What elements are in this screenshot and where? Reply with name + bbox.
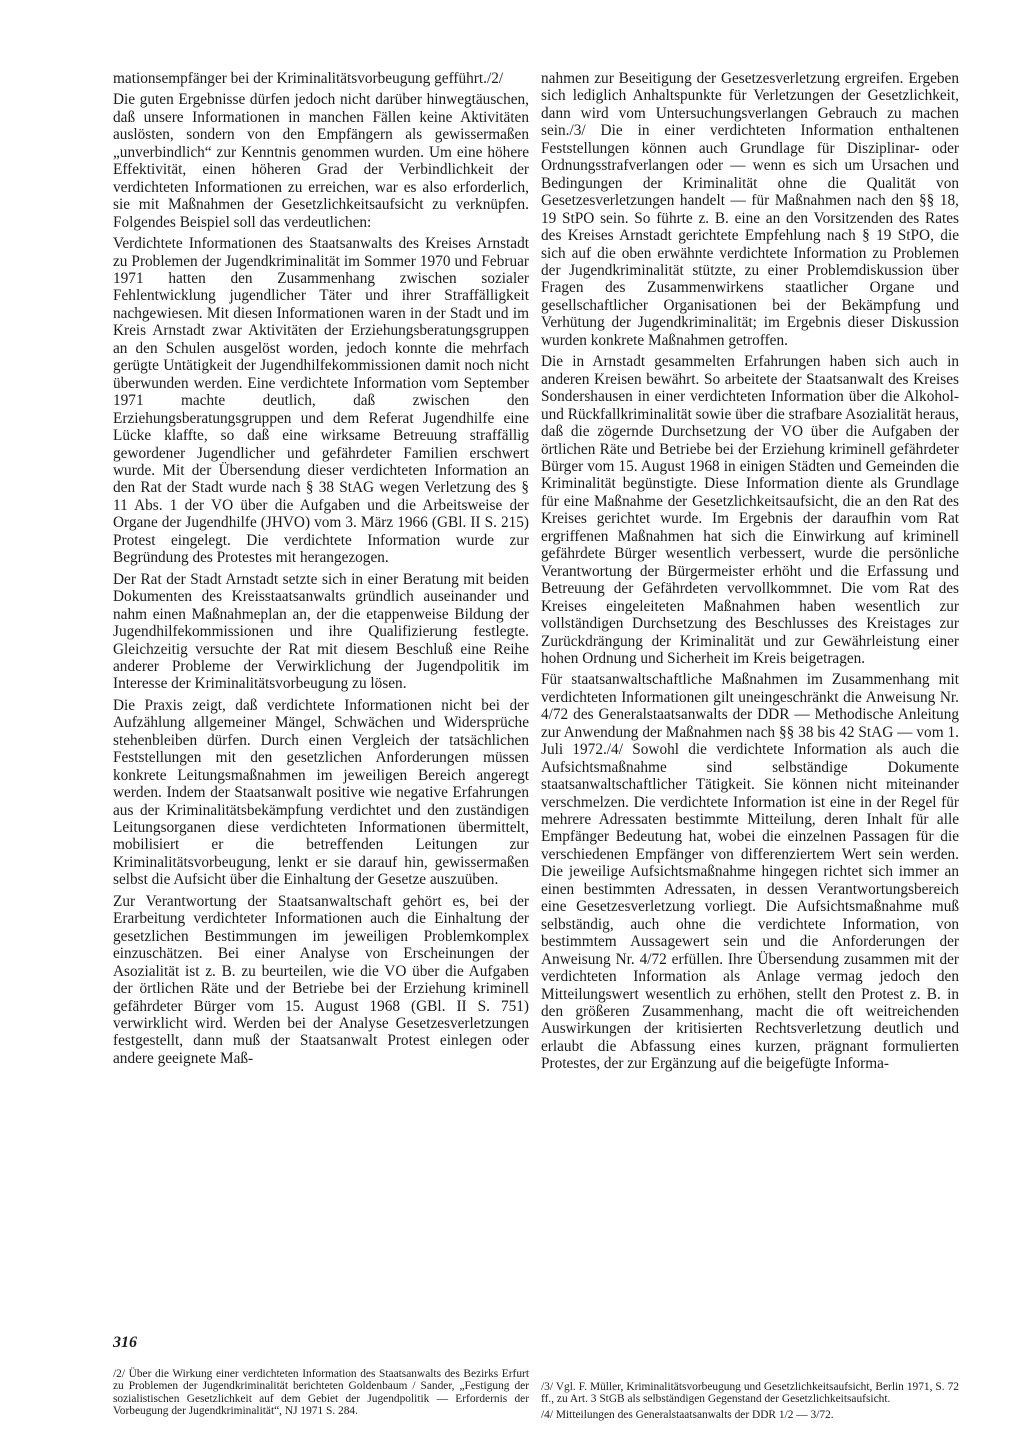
footnote-3: /3/ Vgl. F. Müller, Kriminalitätsvorbeugung und Gesetzlichkeitsaufsicht, Berlin 1971, S. 72 ff., zu Art. 3 StGB als selbständigen Gegenstand der Gesetzlichkeitsaufsicht. — [541, 1381, 959, 1406]
left-paragraph-5: Die Praxis zeigt, daß verdichtete Informationen nicht bei der Aufzählung allgemeiner Mängel, Schwächen und Widersprüche stehenbleiben dürfen. Durch einen Vergleich der tatsächlichen Feststellungen mit den gesetzlichen Anforderungen müssen konkrete Leitungsmaßnahmen im jeweiligen Bereich angeregt werden. Indem der Staatsanwalt positive wie negative Erfahrungen aus der Kriminalitätsbekämpfung verdichtet und den zuständigen Leitungsorganen diese verdichteten Informationen übermittelt, mobilisiert er die betreffenden Leitungen zur Kriminalitätsvorbeugung, lenkt er sie darauf hin, gewissermaßen selbst die Aufsicht über die Einhaltung der Gesetze auszuüben. — [113, 696, 529, 889]
page-number: 316 — [113, 1334, 137, 1351]
right-paragraph-2: Die in Arnstadt gesammelten Erfahrungen haben sich auch in anderen Kreisen bewährt. So arbeitete der Staatsanwalt des Kreises Sondershausen in einer verdichteten Information über die Alkohol- und Rückfallkriminalität sowie über die strafbare Asozialität heraus, daß die zögernde Durchsetzung der VO über die Aufgaben der örtlichen Räte und Betriebe bei der Erziehung kriminell gefährdeter Bürger vom 15. August 1968 in einigen Städten und Gemeinden die Kriminalität begünstigte. Diese Information diente als Grundlage für eine Maßnahme der Gesetzlichkeitsaufsicht, die an den Rat des Kreises gerichtet wurde. Im Ergebnis der daraufhin vom Rat ergriffenen Maßnahmen hat sich die Einwirkung auf kriminell gefährdete Bürger wesentlich verbessert, wurde die persönliche Verantwortung der Bürgermeister erhöht und die Erfassung und Betreuung der Gefährdeten vervollkommnet. Die vom Rat des Kreises eingeleiteten Maßnahmen haben wesentlich zur vollständigen Durchsetzung des Beschlusses des Kreistages zur Zurückdrängung der Kriminalität und zur Gewährleistung einer hohen Ordnung und Sicherheit im Kreis beigetragen. — [541, 353, 959, 667]
left-paragraph-2: Die guten Ergebnisse dürfen jedoch nicht darüber hinwegtäuschen, daß unsere Informationen in manchen Fällen keine Aktivitäten auslösten, sondern von den Empfängern als gewissermaßen „unverbindlich“ zur Kenntnis genommen wurden. Um eine höhere Effektivität, einen höheren Grad der Verbindlichkeit der verdichteten Informationen zu erreichen, war es also erforderlich, sie mit Maßnahmen der Gesetzlichkeitsaufsicht zu verknüpfen. Folgendes Beispiel soll das verdeutlichen: — [113, 91, 529, 231]
left-paragraph-1: mationsempfänger bei der Kriminalitätsvorbeugung gefführt./2/ — [113, 70, 504, 87]
left-paragraph-3: Verdichtete Informationen des Staatsanwalts des Kreises Arnstadt zu Problemen der Jugendkriminalität im Sommer 1970 und Februar 1971 hatten den Zusammenhang zwischen sozialer Fehlentwicklung jugendlicher Täter und ihrer Straffälligkeit nachgewiesen. Mit diesen Informationen waren in der Stadt und im Kreis Arnstadt zwar Aktivitäten der Erziehungsberatungsgruppen an den Schulen ausgelöst worden, jedoch konnte die mehrfach gerügte Untätigkeit der Jugendhilfekommissionen damit noch nicht überwunden werden. Eine verdichtete Information vom September 1971 machte deutlich, daß zwischen den Erziehungsberatungsgruppen und dem Referat Jugendhilfe eine Lücke klaffte, so daß eine wirksame Betreuung straffällig gewordener Jugendlicher und gefährdeter Familien erschwert wurde. Mit der Übersendung dieser verdichteten Information an den Rat der Stadt wurde nach § 38 StAG wegen Verletzung des § 11 Abs. 1 der VO über die Aufgaben und die Arbeitsweise der Organe der Jugendhilfe (JHVO) vom 3. März 1966 (GBl. II S. 215) Protest eingelegt. Die verdichtete Information wurde zur Begründung des Protestes mit herangezogen. — [113, 235, 529, 567]
left-text-column — [113, 70, 529, 1071]
left-paragraph-4: Der Rat der Stadt Arnstadt setzte sich in einer Beratung mit beiden Dokumenten des Kreisstaatsanwalts gründlich auseinander und nahm einen Maßnahmeplan an, der die etappenweise Bildung der Jugendhilfekommissionen und ihre Qualifizierung festlegte. Gleichzeitig versuchte der Rat mit diesem Beschluß eine Reihe anderer Probleme der Verwirklichung der Jugendpolitik im Interesse der Kriminalitätsvorbeugung zu lösen. — [113, 570, 529, 693]
footnotes-right — [541, 1381, 959, 1424]
footnote-2: /2/ Über die Wirkung einer verdichteten Information des Staatsanwalts des Bezirks Erfurt zu Problemen der Jugendkriminalität berichteten Goldenbaum / Sander, „Festigung der sozialistischen Gesetzlichkeit auf dem Gebiet der Jugendpolitik — Erfordernis der Vorbeugung der Jugendkriminalität“, NJ 1971 S. 284. — [113, 1368, 529, 1418]
left-paragraph-6: Zur Verantwortung der Staatsanwaltschaft gehört es, bei der Erarbeitung verdichteter Informationen auch die Einhaltung der gesetzlichen Bestimmungen im jeweiligen Problemkomplex einzuschätzen. Bei einer Analyse von Erscheinungen der Asozialität ist z. B. zu beurteilen, wie die VO über die Aufgaben der örtlichen Räte und der Betriebe bei der Erziehung kriminell gefährdeter Bürger vom 15. August 1968 (GBl. II S. 751) verwirklicht wird. Werden bei der Analyse Gesetzesverletzungen festgestellt, dann muß der Staatsanwalt Protest einlegen oder andere geeignete Maß- — [113, 892, 529, 1067]
right-paragraph-1: nahmen zur Beseitigung der Gesetzesverletzung ergreifen. Ergeben sich lediglich Anhaltspunkte für Verletzungen der Gesetzlichkeit, dann wird vom Untersuchungsverlangen Gebrauch zu machen sein./3/ Die in einer verdichteten Information enthaltenen Feststellungen können auch Grundlage für Disziplinar- oder Ordnungsstrafverlangen oder — wenn es sich um Ursachen und Bedingungen der Kriminalität ohne die Qualität von Gesetzesverletzungen handelt — für Maßnahmen nach den §§ 18, 19 StPO sein. So führte z. B. eine an den Vorsitzenden des Rates des Kreises Arnstadt gerichtete Empfehlung nach § 19 StPO, die sich auf die oben erwähnte verdichtete Information zu Problemen der Jugendkriminalität stützte, zu einer Problemdiskussion über Fragen des Zusammenwirkens staatlicher Organe und gesellschaftlicher Organisationen bei der Bekämpfung und Verhütung der Jugendkriminalität; im Ergebnis dieser Diskussion wurden konkrete Maßnahmen getroffen. — [541, 70, 959, 349]
right-text-column — [541, 70, 959, 1077]
footnote-4: /4/ Mitteilungen des Generalstaatsanwalts der DDR 1/2 — 3/72. — [541, 1408, 834, 1421]
footnotes-left — [113, 1368, 529, 1421]
right-paragraph-3: Für staatsanwaltschaftliche Maßnahmen im Zusammenhang mit verdichteten Informationen gilt uneingeschränkt die Anweisung Nr. 4/72 des Generalstaatsanwalts der DDR — Methodische Anleitung zur Anwendung der Maßnahmen nach §§ 38 bis 42 StAG — vom 1. Juli 1972./4/ Sowohl die verdichtete Information als auch die Aufsichtsmaßnahme sind selbständige Dokumente staatsanwaltschaftlicher Tätigkeit. Sie können nicht miteinander verschmelzen. Die verdichtete Information ist eine in der Regel für mehrere Adressaten bestimmte Mitteilung, deren Inhalt für alle Empfänger Bedeutung hat, wobei die einzelnen Passagen für die verschiedenen Empfänger von differenziertem Wert sein werden. Die jeweilige Aufsichtsmaßnahme hingegen richtet sich immer an einen bestimmten Adressaten, in dessen Verantwortungsbereich eine Gesetzesverletzung vorliegt. Die Aufsichtsmaßnahme muß selbständig, auch ohne die verdichtete Information, von bestimmtem Aussagewert sein und die Anforderungen der Anweisung Nr. 4/72 erfüllen. Ihre Übersendung zusammen mit der verdichteten Information als Anlage vermag jedoch den Mitteilungswert wesentlich zu erhöhen, stellt den Protest z. B. in den größeren Zusammenhang, macht die oft weitreichenden Auswirkungen der kritisierten Rechtsverletzung deutlich und erlaubt die Abfassung eines kurzen, prägnant formulierten Protestes, der zur Ergänzung auf die beigefügte Informa- — [541, 671, 959, 1073]
